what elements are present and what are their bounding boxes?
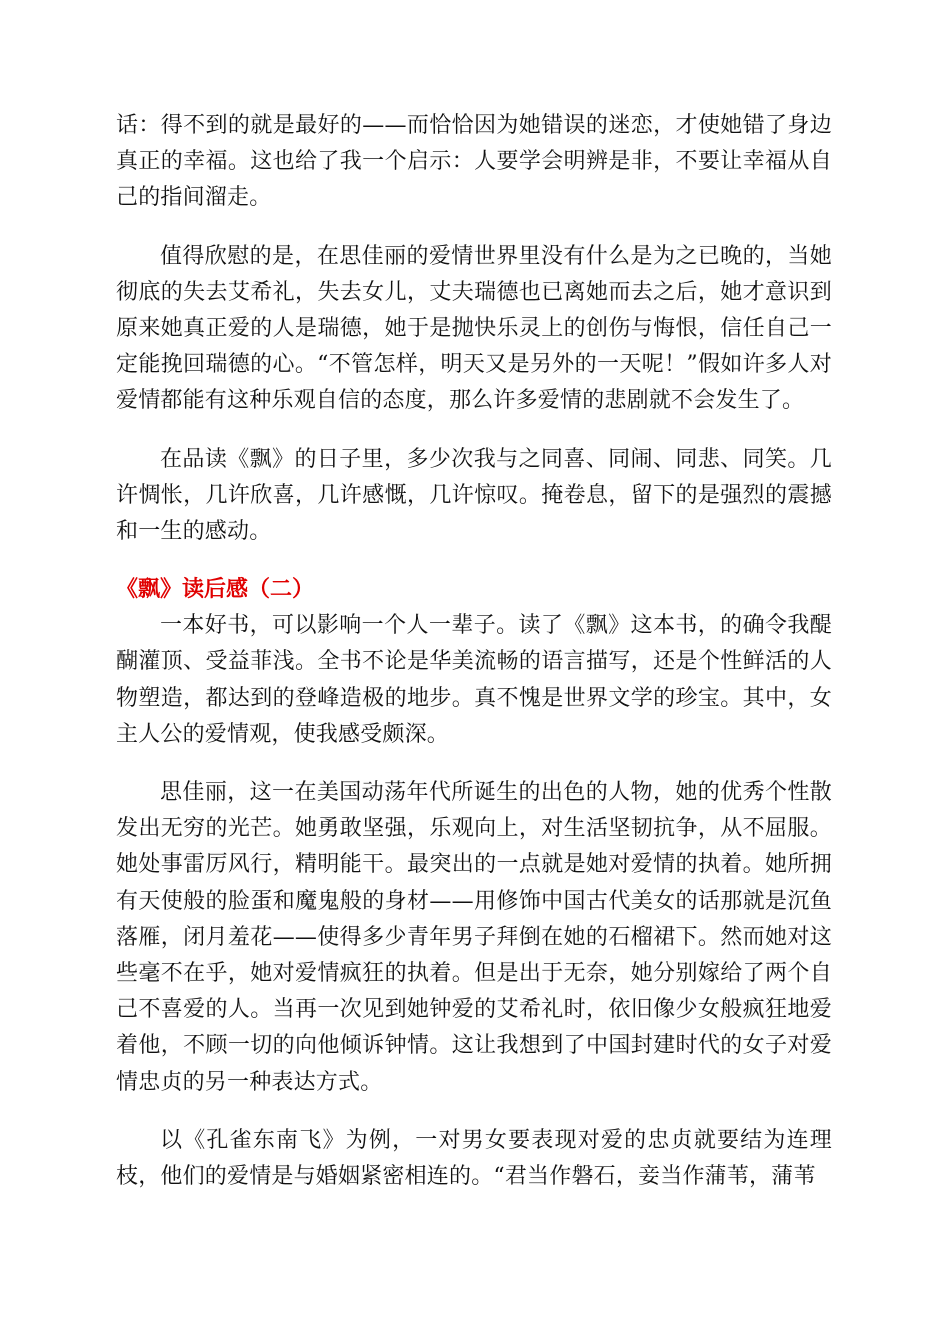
paragraph-continuation: 话：得不到的就是最好的——而恰恰因为她错误的迷恋，才使她错了身边真正的幸福。这也给了我一个启示：人要学会明辨是非，不要让幸福从自己的指间溜走。 xyxy=(116,113,832,211)
paragraph: 值得欣慰的是，在思佳丽的爱情世界里没有什么是为之已晚的，当她彻底的失去艾希礼，失去女儿，丈夫瑞德也已离她而去之后，她才意识到原来她真正爱的人是瑞德，她于是抛快乐灵上的创伤与悔恨，信任自己一定能挽回瑞德的心。“不管怎样，明天又是另外的一天呢！”假如许多人对爱情都能有这种乐观自信的态度，那么许多爱情的悲剧就不会发生了。 xyxy=(116,243,832,414)
paragraph-gap xyxy=(116,753,832,775)
paragraph-gap xyxy=(116,1101,832,1123)
paragraph: 在品读《飘》的日子里，多少次我与之同喜、同闹、同悲、同笑。几许惆怅，几许欣喜，几许感慨，几许惊叹。掩卷息，留下的是强烈的震撼和一生的感动。 xyxy=(116,446,832,545)
document-page xyxy=(116,108,832,1195)
paragraph-gap xyxy=(116,550,832,572)
paragraph: 一本好书，可以影响一个人一辈子。读了《飘》这本书，的确令我醍醐灌顶、受益菲浅。全书不论是华美流畅的语言描写，还是个性鲜活的人物塑造，都达到的登峰造极的地步。真不愧是世界文学的珍宝。其中，女主人公的爱情观，使我感受颇深。 xyxy=(116,613,832,747)
paragraph-gap xyxy=(116,420,832,442)
paragraph: 以《孔雀东南飞》为例，一对男女要表现对爱的忠贞就要结为连理枝，他们的爱情是与婚姻紧密相连的。“君当作磐石，妾当作蒲苇，蒲苇 xyxy=(116,1127,832,1190)
paragraph: 思佳丽，这一在美国动荡年代所诞生的出色的人物，她的优秀个性散发出无穷的光芒。她勇敢坚强，乐观向上，对生活坚韧抗争，从不屈服。她处事雷厉风行，精明能干。最突出的一点就是她对爱情的执着。她所拥有天使般的脸蛋和魔鬼般的身材——用修饰中国古代美女的话那就是沉鱼落雁，闭月羞花——使得多少青年男子拜倒在她的石榴裙下。然而她对这些毫不在乎，她对爱情疯狂的执着。但是出于无奈，她分别嫁给了两个自己不喜爱的人。当再一次见到她钟爱的艾希礼时，依旧像少女般疯狂地爱着他，不顾一切的向他倾诉钟情。这让我想到了中国封建时代的女子对爱情忠贞的另一种表达方式。 xyxy=(116,780,832,1095)
paragraph-gap xyxy=(116,217,832,239)
section-title: 《飘》读后感（二） xyxy=(116,577,315,603)
